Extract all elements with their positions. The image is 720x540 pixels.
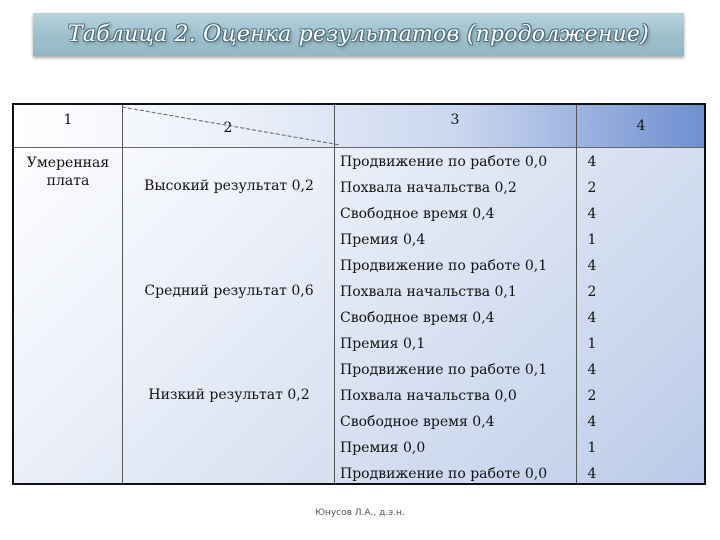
criteria-item: Премия 0,0 — [340, 440, 426, 456]
header-col-3: 3 — [450, 112, 460, 128]
score-value: 1 — [587, 336, 597, 352]
score-value: 1 — [587, 232, 597, 248]
header-col-4: 4 — [636, 118, 646, 134]
criteria-item: Похвала начальства 0,2 — [340, 180, 517, 196]
criteria-item: Премия 0,1 — [340, 336, 426, 352]
criteria-item: Свободное время 0,4 — [340, 206, 495, 222]
criteria-item: Продвижение по работе 0,1 — [340, 362, 548, 378]
title-banner — [33, 13, 684, 56]
criteria-item: Продвижение по работе 0,0 — [340, 154, 548, 170]
header-col-1: 1 — [63, 112, 73, 128]
score-value: 4 — [587, 258, 597, 274]
score-value: 4 — [587, 414, 597, 430]
result-high: Высокий результат 0,2 — [144, 178, 314, 194]
result-medium: Средний результат 0,6 — [144, 283, 314, 299]
header-col-2: 2 — [223, 120, 233, 136]
column-divider-1 — [122, 105, 123, 483]
category-cell: Умеренная плата — [26, 155, 110, 189]
score-value: 4 — [587, 466, 597, 482]
criteria-item: Продвижение по работе 0,0 — [340, 466, 548, 482]
page-title: Таблица 2. Оценка результатов (продолжение) — [68, 22, 649, 47]
score-value: 2 — [587, 388, 597, 404]
score-value: 4 — [587, 310, 597, 326]
score-list — [580, 149, 604, 487]
score-value: 4 — [587, 362, 597, 378]
author-footer: Юнусов Л.А., д.э.н. — [315, 508, 405, 518]
result-low: Низкий результат 0,2 — [148, 387, 310, 403]
criteria-item: Похвала начальства 0,0 — [340, 388, 517, 404]
criteria-item: Похвала начальства 0,1 — [340, 284, 517, 300]
results-table — [12, 103, 706, 485]
criteria-item: Продвижение по работе 0,1 — [340, 258, 548, 274]
score-value: 2 — [587, 284, 597, 300]
criteria-item: Премия 0,4 — [340, 232, 426, 248]
score-value: 4 — [587, 154, 597, 170]
criteria-item: Свободное время 0,4 — [340, 310, 495, 326]
score-value: 4 — [587, 206, 597, 222]
header-divider — [14, 147, 704, 148]
criteria-list — [340, 149, 580, 487]
score-value: 2 — [587, 180, 597, 196]
criteria-item: Свободное время 0,4 — [340, 414, 495, 430]
score-value: 1 — [587, 440, 597, 456]
column-divider-2 — [334, 105, 335, 483]
